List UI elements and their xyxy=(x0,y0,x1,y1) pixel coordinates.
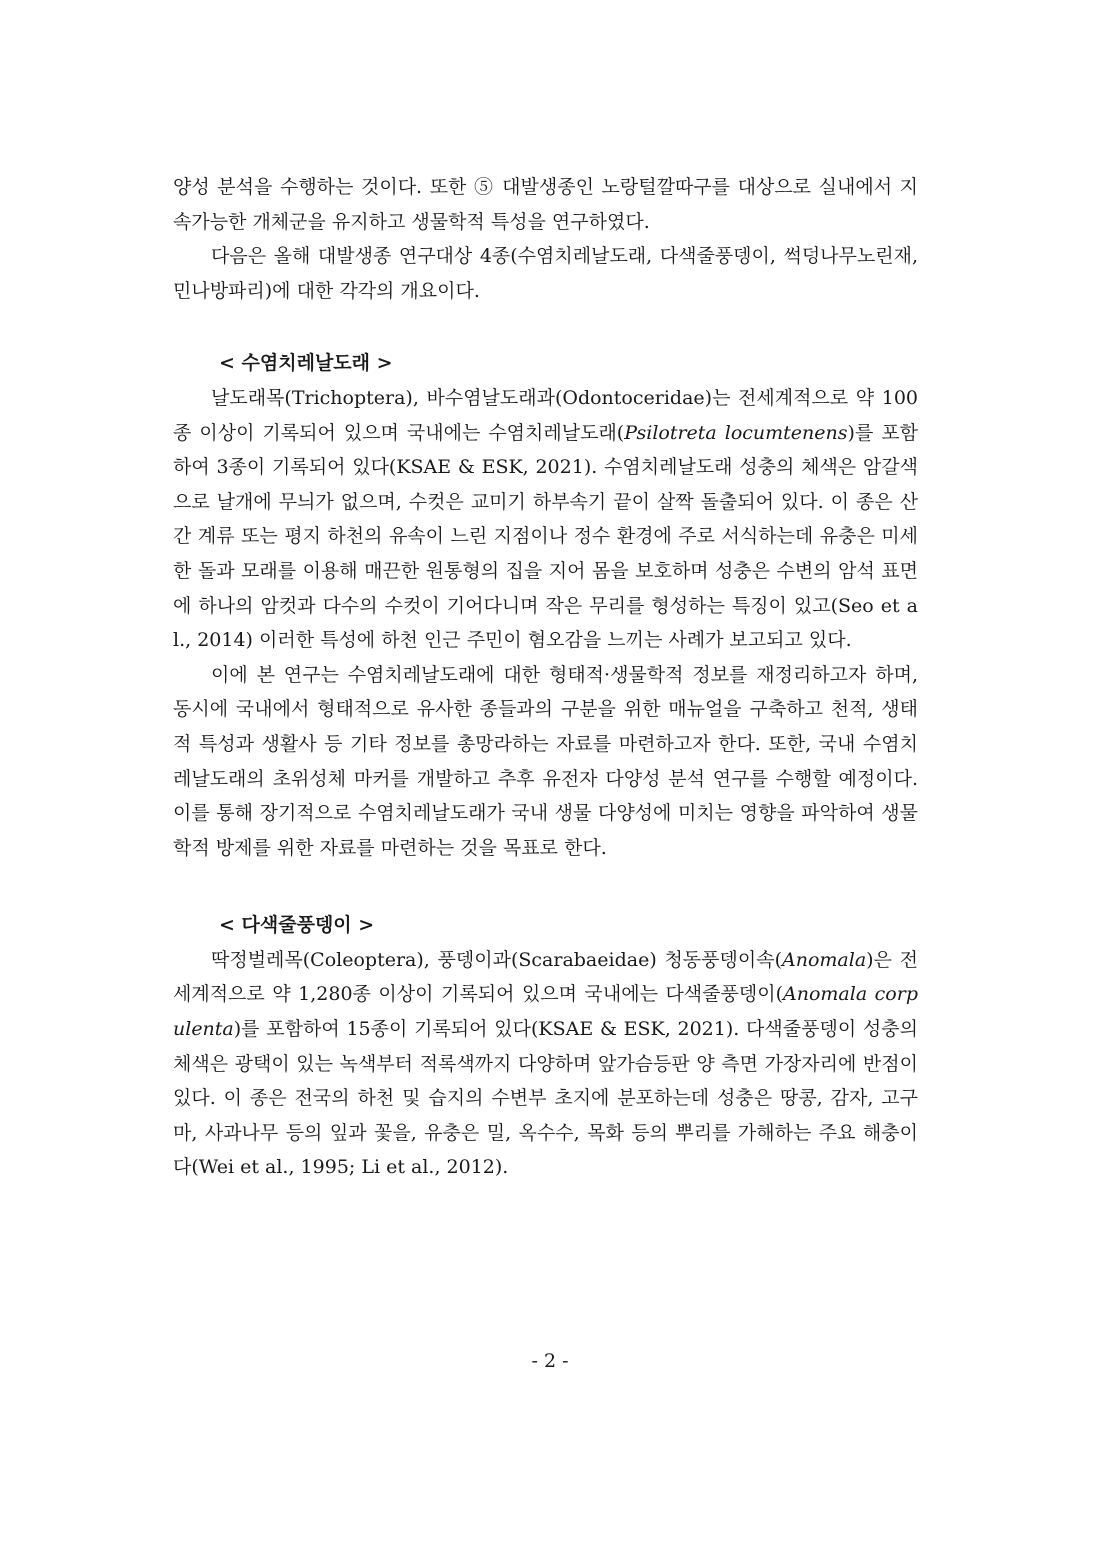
scientific-name: Anomala xyxy=(782,948,867,971)
spacer xyxy=(173,865,918,908)
text-run: 날도래목(Trichoptera), 바수염날도래과(Odontoceridae)는 전세계적으로 약 100종 이상이 기록되어 있으며 국내에는 수염치레날도래( xyxy=(173,386,918,444)
intro-paragraph-2: 다음은 올해 대발생종 연구대상 4종(수염치레날도래, 다색줄풍뎅이, 썩덩나무노린재, 민나방파리)에 대한 각각의 개요이다. xyxy=(173,245,918,302)
section-heading-chafer: < 다색줄풍뎅이 > xyxy=(219,914,375,937)
section-heading-caddisfly: < 수염치레날도래 > xyxy=(219,352,393,375)
section1-paragraph-1 xyxy=(173,381,918,658)
text-run: )를 포함하여 3종이 기록되어 있다(KSAE & ESK, 2021). 수염치레날도래 성충의 체색은 암갈색으로 날개에 무늬가 없으며, 수컷은 교미기 하부속기 끝이 살짝 돌출되어 있다. 이 종은 산간 계류 또는 평지 하천의 유속이 느린 지점이나 정수 환경에 주로 서식하는데 유충은 미세한 돌과 모래를 이용해 매끈한 원통형의 집을 지어 몸을 보호하며 성충은 수변의 암석 표면에 하나의 암컷과 다수의 수컷이 기어다니며 작은 무리를 형성하는 특징이 있고(Seo et al., 2014) 이러한 특성에 하천 인근 주민이 혐오감을 느끼는 사례가 보고되고 있다. xyxy=(173,421,919,652)
text-run: )를 포함하여 15종이 기록되어 있다(KSAE & ESK, 2021). 다색줄풍뎅이 성충의 체색은 광택이 있는 녹색부터 적록색까지 다양하며 앞가슴등판 양 측면 가장자리에 반점이 있다. 이 종은 전국의 하천 및 습지의 수변부 초지에 분포하는데 성충은 땅콩, 감자, 고구마, 사과나무 등의 잎과 꽃을, 유충은 밀, 옥수수, 목화 등의 뿌리를 가해하는 주요 해충이다(Wei et al., 1995; Li et al., 2012). xyxy=(173,1018,918,1179)
page-number: - 2 - xyxy=(531,1350,569,1372)
document-body xyxy=(173,170,918,1185)
text-run: )은 전세계적으로 약 1,280종 이상이 기록되어 있으며 국내에는 다색줄풍뎅이( xyxy=(173,948,918,1006)
section2-paragraph-1 xyxy=(173,943,918,1185)
scientific-name: Anomala corpulenta xyxy=(173,983,918,1041)
text-run: 딱정벌레목(Coleoptera), 풍뎅이과(Scarabaeidae) 청동풍뎅이속( xyxy=(211,948,782,971)
spacer xyxy=(173,308,918,346)
intro-paragraph-1: 양성 분석을 수행하는 것이다. 또한 ⑤ 대발생종인 노랑털깔따구를 대상으로 실내에서 지속가능한 개체군을 유지하고 생물학적 특성을 연구하였다. xyxy=(173,176,918,233)
scientific-name: Psilotreta locumtenens xyxy=(624,421,848,444)
section1-paragraph-2: 이에 본 연구는 수염치레날도래에 대한 형태적·생물학적 정보를 재정리하고자 하며, 동시에 국내에서 형태적으로 유사한 종들과의 구분을 위한 매뉴얼을 구축하고 천적, 생태적 특성과 생활사 등 기타 정보를 총망라하는 자료를 마련하고자 한다. 또한, 국내 수염치레날도래의 초위성체 마커를 개발하고 추후 유전자 다양성 분석 연구를 수행할 예정이다. 이를 통해 장기적으로 수염치레날도래가 국내 생물 다양성에 미치는 영향을 파악하여 생물학적 방제를 위한 자료를 마련하는 것을 목표로 한다. xyxy=(173,663,918,859)
